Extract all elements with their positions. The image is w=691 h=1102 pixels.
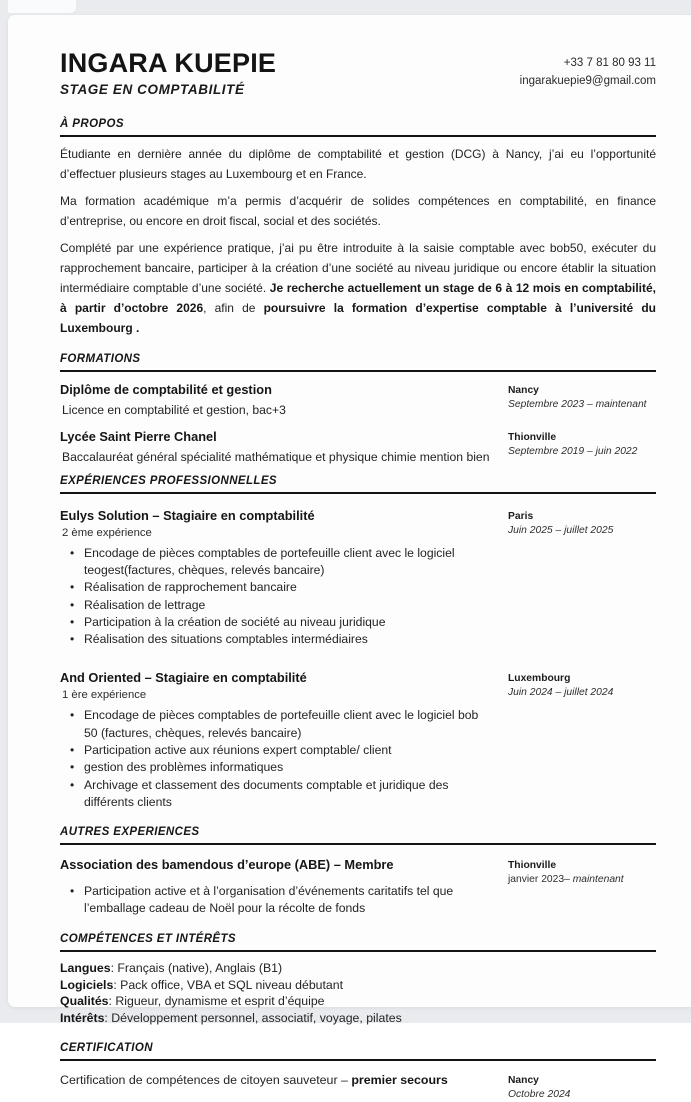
skill-value: : Rigueur, dynamisme et esprit d’équipe (108, 994, 325, 1009)
section-autres-experiences (60, 826, 656, 918)
about-p3-bold-2: poursuivre la formation d’expertise comptable à l’université du Luxembourg . (60, 300, 656, 335)
bullet-item: • Encodage de pièces comptables de portefeuille client avec le logiciel bob 50 (factures, chèques, relevés bancaire) (70, 707, 494, 742)
experiences-heading: EXPÉRIENCES PROFESSIONNELLES (60, 475, 656, 494)
candidate-name: INGARA KUEPIE (60, 48, 277, 78)
previous-page-edge (8, 0, 76, 13)
competences-heading: COMPÉTENCES ET INTÉRÊTS (60, 933, 656, 952)
email-address: ingarakuepie9@gmail.com (519, 75, 656, 87)
certification-text-regular: Certification de compétences de citoyen sauveteur – (60, 1072, 352, 1087)
skill-value: : Développement personnel, associatif, voyage, pilates (104, 1011, 402, 1026)
experience-entry (60, 670, 656, 811)
about-p3-text-2: , afin de (203, 300, 264, 315)
autres-heading: AUTRES EXPERIENCES (60, 826, 656, 845)
formation-date: Septembre 2019 – juin 2022 (508, 446, 638, 458)
skill-label: Langues (60, 960, 111, 975)
resume-page (8, 15, 691, 1100)
formation-title: Diplôme de comptabilité et gestion (60, 381, 272, 397)
experience-date: Juin 2024 – juillet 2024 (508, 687, 614, 699)
header-identity (60, 49, 276, 97)
skill-langues (60, 960, 656, 977)
bullet-item: • gestion des problèmes informatiques (70, 759, 494, 776)
autre-date (508, 873, 656, 887)
experience-location: Luxembourg (508, 673, 571, 685)
skill-value: : Français (native), Anglais (B1) (110, 960, 283, 975)
resume-header (60, 49, 656, 97)
phone-number: +33 7 81 80 93 11 (563, 57, 656, 69)
certification-date: Octobre 2024 (508, 1088, 571, 1100)
section-formations (60, 353, 656, 467)
formation-entry (60, 429, 656, 466)
formation-entry (60, 382, 656, 419)
experience-bullets (60, 545, 494, 649)
bullet-item: • Participation active et à l’organisation d’événements caritatifs tel que l’emballage cadeau de Noël pour la récolte de fonds (70, 883, 494, 918)
about-paragraph-3 (60, 238, 656, 338)
bullet-item: • Participation active aux réunions expert comptable/ client (70, 742, 494, 759)
formation-title: Lycée Saint Pierre Chanel (60, 429, 217, 445)
skill-label: Intérêts (60, 1011, 105, 1026)
autre-location: Thionville (508, 860, 557, 872)
experience-bullets (60, 707, 494, 811)
skill-logiciels (60, 977, 656, 994)
certification-entry (60, 1072, 656, 1102)
bullet-item: • Réalisation des situations comptables intermédiaires (70, 631, 494, 648)
skill-value: : Pack office, VBA et SQL niveau débutant (113, 977, 344, 992)
bullet-item: • Réalisation de lettrage (70, 597, 494, 614)
certification-heading: CERTIFICATION (60, 1042, 656, 1061)
section-experiences (60, 475, 656, 812)
certification-text (60, 1072, 494, 1089)
bullet-item: • Archivage et classement des documents comptable et juridique des différents clients (70, 777, 494, 812)
experience-location: Paris (508, 510, 534, 522)
formation-location: Nancy (508, 384, 539, 396)
bullet-item: • Réalisation de rapprochement bancaire (70, 579, 494, 596)
section-certification (60, 1042, 656, 1102)
experience-subtitle: 2 ème expérience (62, 526, 152, 539)
autre-date-start: janvier 2023– (508, 874, 573, 886)
certification-location: Nancy (508, 1074, 539, 1086)
skills-list (60, 960, 656, 1027)
skill-label: Logiciels (60, 977, 114, 992)
about-p3-text: Complété par une expérience pratique, j’ai pu être introduite à la saisie comptable avec bob50, exécuter du rapprochement bancaire, participer à la création d’une société au niveau juridique ou encore établir la situation intermédiaire comptable d’une société. (60, 240, 656, 295)
experience-title: And Oriented – Stagiaire en comptabilité (60, 670, 307, 686)
experience-subtitle: 1 ère expérience (62, 689, 147, 702)
experience-date: Juin 2025 – juillet 2025 (508, 524, 614, 536)
bullet-item: • Encodage de pièces comptables de portefeuille client avec le logiciel teogest(factures, chèques, relevés bancaire) (70, 545, 494, 580)
autre-date-end: maintenant (572, 874, 624, 886)
experience-title: Eulys Solution – Stagiaire en comptabilité (60, 507, 315, 523)
formation-date: Septembre 2023 – maintenant (508, 398, 647, 410)
skill-label: Qualités (60, 994, 109, 1009)
experience-entry (60, 508, 656, 649)
about-heading: À PROPOS (60, 118, 656, 137)
candidate-role: STAGE EN COMPTABILITÉ (60, 81, 245, 97)
about-paragraph-2: Ma formation académique m’a permis d’acquérir de solides compétences en comptabilité, en finance d’entreprise, ou encore en droit fiscal, social et des sociétés. (60, 193, 656, 228)
formations-heading: FORMATIONS (60, 353, 656, 372)
bullet-item: • Participation à la création de société au niveau juridique (70, 614, 494, 631)
section-about (60, 118, 656, 338)
certification-text-bold: premier secours (351, 1072, 448, 1087)
skill-qualites (60, 993, 656, 1010)
formation-desc: Baccalauréat général spécialité mathématique et physique chimie mention bien (62, 450, 490, 465)
section-competences (60, 933, 656, 1027)
contact-block (520, 49, 656, 90)
formation-desc: Licence en comptabilité et gestion, bac+3 (62, 402, 286, 417)
formation-location: Thionville (508, 432, 557, 444)
skill-interets (60, 1010, 656, 1027)
autre-bullets (60, 883, 494, 918)
autre-experience-entry (60, 857, 656, 918)
about-p3-bold-1: Je recherche actuellement un stage de 6 à 12 mois en comptabilité, à partir d’octobre 2026 (60, 280, 656, 315)
about-paragraph-1: Étudiante en dernière année du diplôme de comptabilité et gestion (DCG) à Nancy, j’ai eu l’opportunité d’effectuer plusieurs stages au Luxembourg et en France. (60, 146, 656, 181)
autre-title: Association des bamendous d’europe (ABE) – Membre (60, 857, 394, 873)
